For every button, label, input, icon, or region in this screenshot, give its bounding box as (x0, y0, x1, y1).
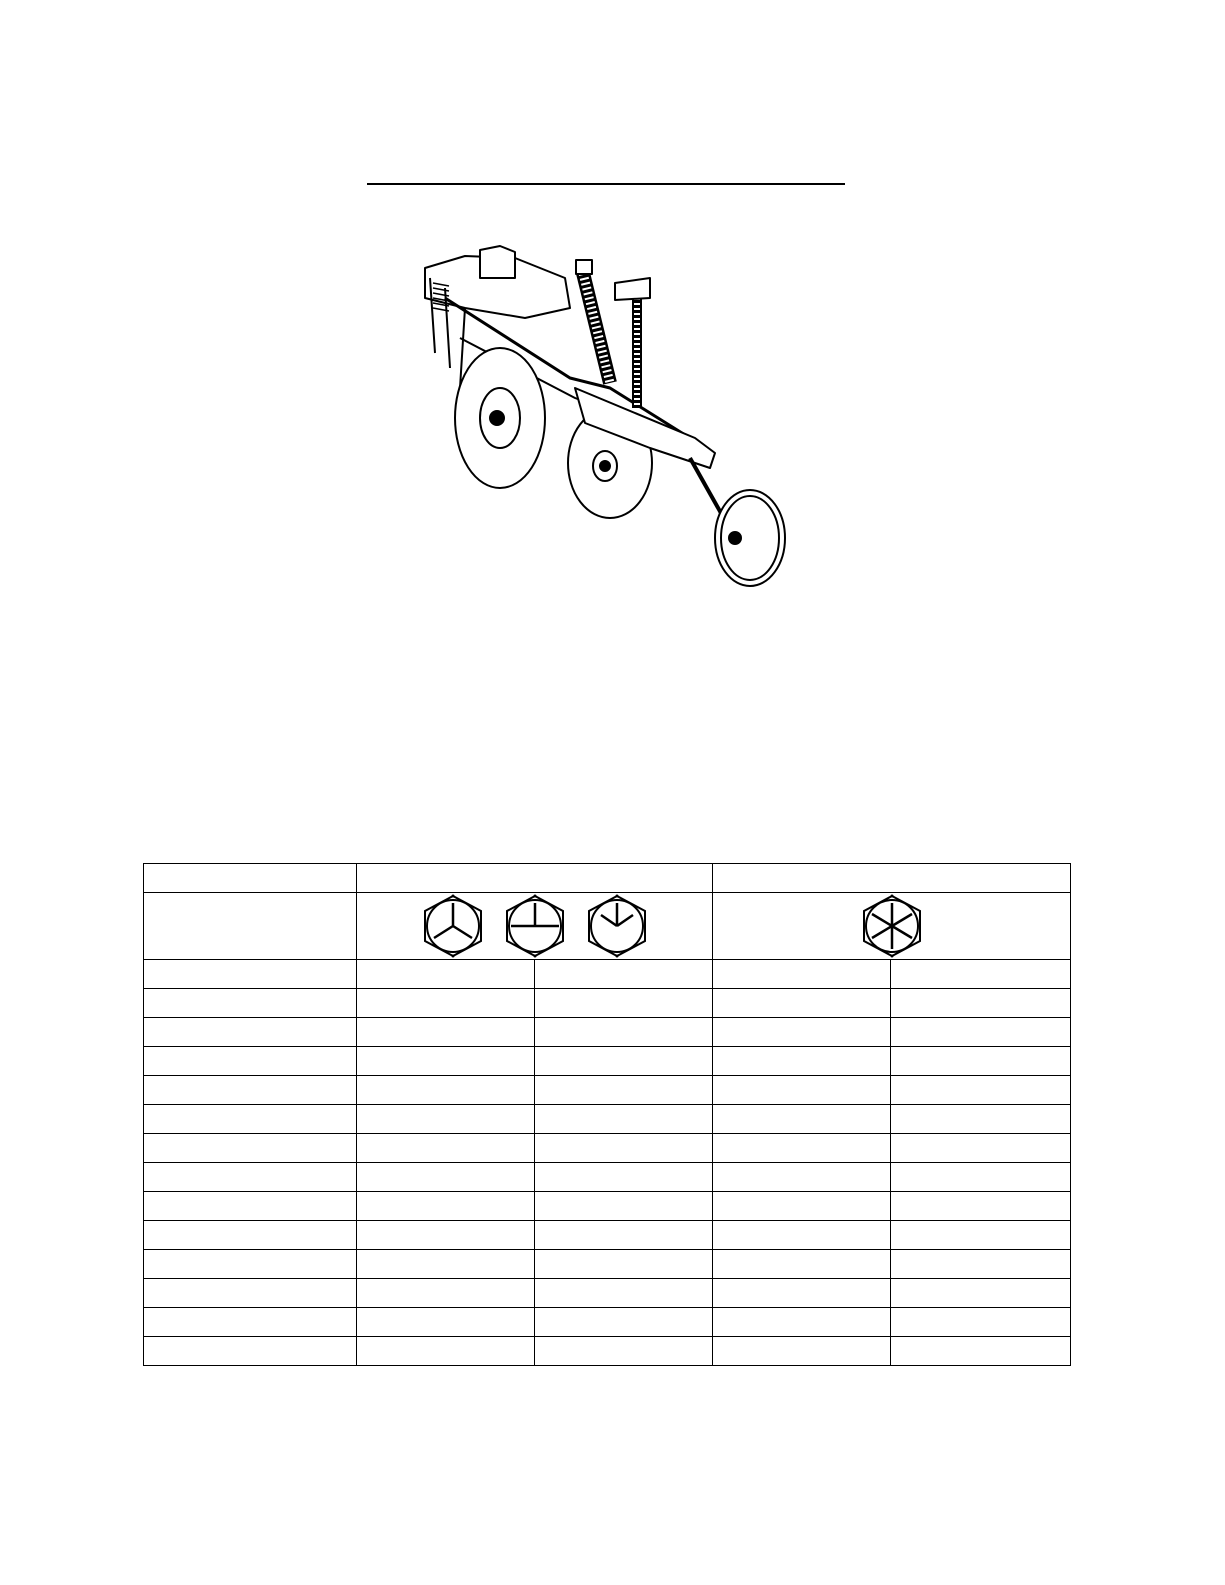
table-cell (713, 1018, 891, 1047)
table-cell (713, 960, 891, 989)
table-cell (144, 1134, 357, 1163)
table-row (144, 1047, 1071, 1076)
table-row (144, 1221, 1071, 1250)
table-cell (357, 1337, 535, 1366)
table-cell (713, 1250, 891, 1279)
table-row (144, 1279, 1071, 1308)
table-cell (535, 1337, 713, 1366)
table-cell (891, 989, 1071, 1018)
table-row (144, 1105, 1071, 1134)
table-cell (891, 1221, 1071, 1250)
table-row (144, 1163, 1071, 1192)
planter-row-unit-illustration (405, 238, 795, 588)
table-cell (535, 1308, 713, 1337)
table-cell (535, 1047, 713, 1076)
table-cell (357, 960, 535, 989)
table-row (144, 1018, 1071, 1047)
bolt-grade-5-v-mark-icon (585, 893, 649, 959)
table-cell (535, 1105, 713, 1134)
table-cell (357, 1076, 535, 1105)
table-cell (144, 1279, 357, 1308)
bolt-torque-table (143, 863, 1071, 1366)
table-cell (357, 1192, 535, 1221)
table-cell (535, 1250, 713, 1279)
table-cell (144, 1192, 357, 1221)
table-cell (891, 1076, 1071, 1105)
table-row (144, 1250, 1071, 1279)
table-cell (144, 960, 357, 989)
header-cell (713, 864, 1071, 893)
table-cell (891, 1134, 1071, 1163)
table-cell (357, 1134, 535, 1163)
table-cell (357, 1163, 535, 1192)
table-cell (891, 1047, 1071, 1076)
table-cell (713, 1308, 891, 1337)
bolt-marks-group-a (357, 893, 713, 960)
table-row (144, 1308, 1071, 1337)
table-cell (713, 1105, 891, 1134)
table-cell (144, 1076, 357, 1105)
header-cell (144, 864, 357, 893)
table-cell (357, 1018, 535, 1047)
title-underline (367, 183, 845, 185)
table-row (144, 1337, 1071, 1366)
table-cell (535, 960, 713, 989)
table-cell (713, 989, 891, 1018)
table-row (144, 1192, 1071, 1221)
table-cell (891, 1192, 1071, 1221)
table-cell (357, 1105, 535, 1134)
table-cell (357, 1047, 535, 1076)
table-cell (891, 1279, 1071, 1308)
table-cell (713, 1279, 891, 1308)
table-cell (144, 1337, 357, 1366)
table-cell (891, 960, 1071, 989)
table-cell (144, 1308, 357, 1337)
table-row (144, 1076, 1071, 1105)
table-cell (891, 1337, 1071, 1366)
table-header-row (144, 864, 1071, 893)
table-cell (535, 1018, 713, 1047)
table-cell (535, 1076, 713, 1105)
bolt-marking-row (144, 893, 1071, 960)
page-title (367, 150, 845, 180)
table-cell (357, 1279, 535, 1308)
table-cell (891, 1105, 1071, 1134)
bolt-grade-8-6-lines-icon (860, 893, 924, 959)
table-cell (713, 1192, 891, 1221)
table-cell (891, 1308, 1071, 1337)
table-cell (144, 1163, 357, 1192)
table-cell (144, 1018, 357, 1047)
table-row (144, 960, 1071, 989)
table-cell (357, 1250, 535, 1279)
header-cell (357, 864, 713, 893)
table-cell (144, 989, 357, 1018)
table-cell (357, 1308, 535, 1337)
bolt-marks-group-b (713, 893, 1071, 960)
table-cell (713, 1221, 891, 1250)
table-cell (713, 1134, 891, 1163)
table-row (144, 1134, 1071, 1163)
table-cell (713, 1337, 891, 1366)
table-cell (535, 1163, 713, 1192)
table-cell (713, 1163, 891, 1192)
table-row (144, 989, 1071, 1018)
table-cell (713, 1047, 891, 1076)
table-cell (144, 1105, 357, 1134)
table-cell (144, 1221, 357, 1250)
table-cell (535, 1192, 713, 1221)
table-cell (891, 1018, 1071, 1047)
table-cell (535, 1134, 713, 1163)
table-cell (535, 1279, 713, 1308)
table-cell (891, 1163, 1071, 1192)
table-cell (144, 1250, 357, 1279)
table-cell (357, 1221, 535, 1250)
table-cell (535, 1221, 713, 1250)
bolt-grade-5-t-mark-icon (503, 893, 567, 959)
table-cell (713, 1076, 891, 1105)
table-cell (357, 989, 535, 1018)
table-cell (535, 989, 713, 1018)
table-cell (891, 1250, 1071, 1279)
table-cell (144, 893, 357, 960)
bolt-grade-5-3-lines-icon (421, 893, 485, 959)
table-cell (144, 1047, 357, 1076)
